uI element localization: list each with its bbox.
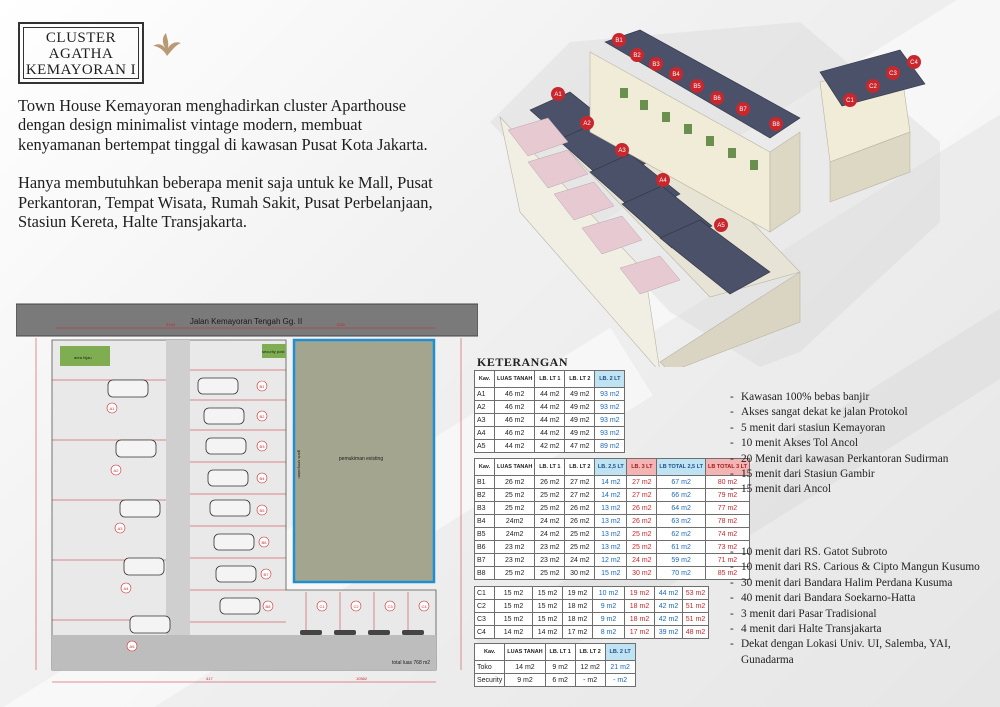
render-unit-label: C3 <box>889 71 897 77</box>
plan-unit-label: B8 <box>265 604 271 609</box>
table-cell: 77 m2 <box>705 502 749 515</box>
table-cell: 14 m2 <box>495 626 533 639</box>
table-cell: 15 m2 <box>495 613 533 626</box>
table-cell: 93 m2 <box>595 414 625 427</box>
table-cell: 25 m2 <box>565 528 595 541</box>
table-cell: 74 m2 <box>705 528 749 541</box>
table-cell: 9 m2 <box>593 613 625 626</box>
list-item: - 10 menit dari RS. Carious & Cipto Mangun Kusumo <box>730 560 990 575</box>
table-row <box>475 515 750 528</box>
table-cell: 13 m2 <box>595 515 627 528</box>
table-header: Kav. <box>475 371 495 388</box>
table-cell: 13 m2 <box>595 541 627 554</box>
intro-paragraph-1: Town House Kemayoran menghadirkan cluster Aparthouse dengan design minimalist vintage modern, membuat kenyamanan bertempat tinggal di kawasan Pusat Kota Jakarta. <box>18 96 428 154</box>
table-cell: 47 m2 <box>565 440 595 453</box>
table-header: LB. 2 LT <box>595 371 625 388</box>
table-cell: 67 m2 <box>657 476 706 489</box>
table-cell: 13 m2 <box>595 528 627 541</box>
table-d <box>474 643 636 687</box>
table-cell: 39 m2 <box>655 626 683 639</box>
table-cell: 44 m2 <box>655 587 683 600</box>
table-cell: 12 m2 <box>575 661 605 674</box>
plan-unit-label: A5 <box>129 644 135 649</box>
intro-text <box>18 96 438 250</box>
dim-label: 10562 <box>356 676 368 681</box>
dim-label: 1250 <box>336 322 345 327</box>
table-cell: 63 m2 <box>657 515 706 528</box>
plan-unit-label: B1 <box>259 384 265 389</box>
list-item: - Dekat dengan Lokasi Univ. UI, Salemba, YAI, Gunadarma <box>730 637 990 668</box>
render-unit-label: A3 <box>618 148 626 154</box>
table-cell: 19 m2 <box>625 587 655 600</box>
table-cell: 49 m2 <box>565 401 595 414</box>
table-header: LUAS TANAH <box>505 644 545 661</box>
table-cell: 46 m2 <box>495 388 535 401</box>
security-post-label: security post <box>262 349 285 354</box>
table-cell: 44 m2 <box>535 427 565 440</box>
benefits-list-1 <box>730 390 948 498</box>
table-cell: 9 m2 <box>593 600 625 613</box>
render-unit-label: A5 <box>717 223 725 229</box>
table-row <box>475 388 625 401</box>
table-row <box>475 613 709 626</box>
list-item: - 10 menit dari RS. Gatot Subroto <box>730 545 990 560</box>
site-plan <box>16 300 478 700</box>
render-unit-label: B2 <box>633 53 641 59</box>
render-unit-label: B8 <box>772 122 780 128</box>
keterangan-heading: KETERANGAN <box>477 355 569 369</box>
table-header: LB TOTAL 2,5 LT <box>657 459 706 476</box>
table-row <box>475 567 750 580</box>
plan-unit-label: B2 <box>259 414 265 419</box>
list-item: - Kawasan 100% bebas banjir <box>730 390 948 405</box>
table-cell: - m2 <box>605 674 635 687</box>
table-cell: 9 m2 <box>505 674 545 687</box>
table-row <box>475 502 750 515</box>
table-cell: C1 <box>475 587 495 600</box>
table-cell: 23 m2 <box>535 541 565 554</box>
table-header: LB TOTAL 3 LT <box>705 459 749 476</box>
table-cell: 24 m2 <box>565 554 595 567</box>
plan-unit-label: C2 <box>353 604 359 609</box>
table-cell: 25 m2 <box>627 541 657 554</box>
dim-label: 3144 <box>166 322 175 327</box>
table-cell: 66 m2 <box>657 489 706 502</box>
table-row <box>475 528 750 541</box>
table-row <box>475 626 709 639</box>
table-cell: 44 m2 <box>535 388 565 401</box>
table-cell: 19 m2 <box>563 587 593 600</box>
table-cell: 27 m2 <box>627 476 657 489</box>
table-row <box>475 476 750 489</box>
leaf-ornament-icon <box>150 32 184 58</box>
table-header: LB. 2,5 LT <box>595 459 627 476</box>
table-cell: 17 m2 <box>625 626 655 639</box>
list-item: - 40 menit dari Bandara Soekarno-Hatta <box>730 591 990 606</box>
table-header: LB. LT 2 <box>575 644 605 661</box>
table-header: LB. LT 2 <box>565 371 595 388</box>
table-cell: 25 m2 <box>495 489 535 502</box>
table-cell: 18 m2 <box>563 600 593 613</box>
table-cell: - m2 <box>575 674 605 687</box>
table-cell: 21 m2 <box>605 661 635 674</box>
table-cell: A4 <box>475 427 495 440</box>
list-item: - 15 menit dari Ancol <box>730 482 948 497</box>
table-cell: B6 <box>475 541 495 554</box>
render-unit-label: B6 <box>713 96 721 102</box>
table-cell: 49 m2 <box>565 414 595 427</box>
table-row <box>475 600 709 613</box>
table-header: LUAS TANAH <box>495 459 535 476</box>
table-cell: 59 m2 <box>657 554 706 567</box>
table-cell: 15 m2 <box>533 587 563 600</box>
table-cell: 25 m2 <box>495 502 535 515</box>
table-cell: 25 m2 <box>535 567 565 580</box>
table-cell: 46 m2 <box>495 414 535 427</box>
cluster-logo <box>18 22 144 84</box>
table-cell: 15 m2 <box>533 600 563 613</box>
list-item: - 4 menit dari Halte Transjakarta <box>730 622 990 637</box>
table-cell: B8 <box>475 567 495 580</box>
table-cell: 61 m2 <box>657 541 706 554</box>
table-cell: 23 m2 <box>495 541 535 554</box>
table-cell: 23 m2 <box>495 554 535 567</box>
render-unit-label: C2 <box>869 84 877 90</box>
table-cell: 27 m2 <box>627 489 657 502</box>
table-cell: 27 m2 <box>565 489 595 502</box>
table-cell: 26 m2 <box>565 515 595 528</box>
logo-line-1: CLUSTER <box>45 30 117 46</box>
table-cell: 93 m2 <box>595 427 625 440</box>
table-cell: 73 m2 <box>705 541 749 554</box>
table-cell: 51 m2 <box>683 613 709 626</box>
table-cell: 85 m2 <box>705 567 749 580</box>
table-cell: 15 m2 <box>595 567 627 580</box>
table-header: LB. LT 1 <box>535 371 565 388</box>
render-unit-label: B3 <box>652 62 660 68</box>
plan-unit-label: B6 <box>261 540 267 545</box>
table-cell: 25 m2 <box>535 502 565 515</box>
table-cell: Toko <box>475 661 505 674</box>
table-cell: A3 <box>475 414 495 427</box>
table-cell: 44 m2 <box>535 414 565 427</box>
table-row <box>475 401 625 414</box>
table-header: LB. 2 LT <box>605 644 635 661</box>
table-cell: 46 m2 <box>495 401 535 414</box>
table-cell: 51 m2 <box>683 600 709 613</box>
table-cell: 93 m2 <box>595 401 625 414</box>
table-cell: 25 m2 <box>495 567 535 580</box>
table-cell: 14 m2 <box>533 626 563 639</box>
table-header: Kav. <box>475 644 505 661</box>
existing-label: pemukiman existing <box>338 456 384 462</box>
plan-unit-label: C1 <box>319 604 325 609</box>
table-cell: 14 m2 <box>595 489 627 502</box>
logo-line-3: KEMAYORAN I <box>25 62 137 78</box>
table-row <box>475 587 709 600</box>
table-cell: 26 m2 <box>627 515 657 528</box>
table-cell: 27 m2 <box>565 476 595 489</box>
table-a <box>474 370 625 453</box>
table-cell: 14 m2 <box>595 476 627 489</box>
plan-unit-label: B4 <box>259 476 265 481</box>
table-cell: 8 m2 <box>593 626 625 639</box>
table-cell: 18 m2 <box>563 613 593 626</box>
table-cell: 42 m2 <box>655 600 683 613</box>
table-cell: 24m2 <box>495 528 535 541</box>
table-header: LB. LT 1 <box>545 644 575 661</box>
render-unit-label: A1 <box>554 92 562 98</box>
table-cell: C4 <box>475 626 495 639</box>
table-cell: 30 m2 <box>565 567 595 580</box>
render-unit-label: C1 <box>846 98 854 104</box>
table-cell: 78 m2 <box>705 515 749 528</box>
table-cell: 48 m2 <box>683 626 709 639</box>
list-item: - Akses sangat dekat ke jalan Protokol <box>730 405 948 420</box>
table-cell: 26 m2 <box>535 476 565 489</box>
list-item: - 10 menit Akses Tol Ancol <box>730 436 948 451</box>
render-unit-label: A4 <box>659 178 667 184</box>
render-unit-label: B4 <box>672 72 680 78</box>
table-c <box>474 586 709 639</box>
table-row <box>475 674 636 687</box>
logo-text <box>20 30 142 78</box>
table-cell: 24 m2 <box>535 528 565 541</box>
benefits-list-2 <box>730 545 990 668</box>
table-row <box>475 661 636 674</box>
table-cell: 17 m2 <box>563 626 593 639</box>
list-item: - 30 menit dari Bandara Halim Perdana Kusuma <box>730 576 990 591</box>
render-unit-label: C4 <box>910 60 918 66</box>
table-header: LB. 3 LT <box>627 459 657 476</box>
table-row <box>475 440 625 453</box>
render-unit-label: B7 <box>739 107 747 113</box>
table-cell: A2 <box>475 401 495 414</box>
table-cell: 24m2 <box>495 515 535 528</box>
plan-unit-label: A3 <box>117 526 123 531</box>
table-cell: C2 <box>475 600 495 613</box>
table-cell: Security <box>475 674 505 687</box>
table-cell: 25 m2 <box>535 489 565 502</box>
plan-unit-label: A2 <box>113 468 119 473</box>
table-cell: 15 m2 <box>495 587 533 600</box>
table-cell: 93 m2 <box>595 388 625 401</box>
table-cell: 15 m2 <box>495 600 533 613</box>
table-cell: C3 <box>475 613 495 626</box>
table-cell: 70 m2 <box>657 567 706 580</box>
table-cell: 9 m2 <box>545 661 575 674</box>
table-cell: 13 m2 <box>595 502 627 515</box>
table-cell: 49 m2 <box>565 427 595 440</box>
plan-unit-label: A1 <box>109 406 115 411</box>
table-header: LB. LT 2 <box>565 459 595 476</box>
table-cell: 25 m2 <box>565 541 595 554</box>
plan-unit-label: B7 <box>263 572 269 577</box>
table-cell: 26 m2 <box>495 476 535 489</box>
table-row <box>475 554 750 567</box>
table-cell: 24 m2 <box>535 515 565 528</box>
table-cell: B7 <box>475 554 495 567</box>
table-cell: A5 <box>475 440 495 453</box>
building-render <box>470 22 940 367</box>
plan-unit-label: B5 <box>259 508 265 513</box>
table-cell: A1 <box>475 388 495 401</box>
table-cell: 23 m2 <box>535 554 565 567</box>
table-cell: 42 m2 <box>535 440 565 453</box>
table-b <box>474 458 750 580</box>
table-row <box>475 489 750 502</box>
render-unit-label: B5 <box>693 84 701 90</box>
green-area-label: area hijau <box>74 355 92 360</box>
plan-unit-label: B3 <box>259 444 265 449</box>
table-header: Kav. <box>475 459 495 476</box>
table-cell: B1 <box>475 476 495 489</box>
table-cell: B3 <box>475 502 495 515</box>
table-cell: 14 m2 <box>505 661 545 674</box>
table-cell: 12 m2 <box>595 554 627 567</box>
list-item: - 20 Menit dari kawasan Perkantoran Sudirman <box>730 452 948 467</box>
table-cell: 10 m2 <box>593 587 625 600</box>
render-unit-label: A2 <box>583 121 591 127</box>
table-cell: 30 m2 <box>627 567 657 580</box>
table-cell: 25 m2 <box>627 528 657 541</box>
table-cell: B4 <box>475 515 495 528</box>
table-cell: 71 m2 <box>705 554 749 567</box>
table-cell: 64 m2 <box>657 502 706 515</box>
table-cell: 80 m2 <box>705 476 749 489</box>
table-cell: 26 m2 <box>565 502 595 515</box>
table-cell: 62 m2 <box>657 528 706 541</box>
dim-label: 417 <box>206 676 213 681</box>
table-row <box>475 541 750 554</box>
table-cell: 18 m2 <box>625 613 655 626</box>
road-label: Jalan Kemayoran Tengah Gg. II <box>189 317 303 326</box>
table-cell: 42 m2 <box>655 613 683 626</box>
table-cell: 6 m2 <box>545 674 575 687</box>
table-cell: B5 <box>475 528 495 541</box>
table-cell: 18 m2 <box>625 600 655 613</box>
table-header: LB. LT 1 <box>535 459 565 476</box>
table-cell: 46 m2 <box>495 427 535 440</box>
list-item: - 5 menit dari stasiun Kemayoran <box>730 421 948 436</box>
table-cell: 53 m2 <box>683 587 709 600</box>
table-header: LUAS TANAH <box>495 371 535 388</box>
setback-label: garis sempadan <box>297 450 302 479</box>
table-cell: B2 <box>475 489 495 502</box>
render-unit-label: B1 <box>615 38 623 44</box>
list-item: - 3 menit dari Pasar Tradisional <box>730 607 990 622</box>
table-cell: 89 m2 <box>595 440 625 453</box>
plan-unit-label: C4 <box>421 604 427 609</box>
list-item: - 15 menit dari Stasiun Gambir <box>730 467 948 482</box>
table-cell: 49 m2 <box>565 388 595 401</box>
total-area-label: total luas 768 m2 <box>392 660 431 666</box>
table-cell: 44 m2 <box>495 440 535 453</box>
table-cell: 26 m2 <box>627 502 657 515</box>
logo-line-2: AGATHA <box>48 46 114 62</box>
table-row <box>475 414 625 427</box>
intro-paragraph-2: Hanya membutuhkan beberapa menit saja untuk ke Mall, Pusat Perkantoran, Tempat Wisata, Rumah Sakit, Pusat Perbelanjaan, Stasiun Kereta, Halte Transjakarta. <box>18 173 433 232</box>
table-cell: 79 m2 <box>705 489 749 502</box>
table-cell: 15 m2 <box>533 613 563 626</box>
table-cell: 44 m2 <box>535 401 565 414</box>
plan-unit-label: C3 <box>387 604 393 609</box>
table-cell: 24 m2 <box>627 554 657 567</box>
plan-unit-label: A4 <box>123 586 129 591</box>
table-row <box>475 427 625 440</box>
